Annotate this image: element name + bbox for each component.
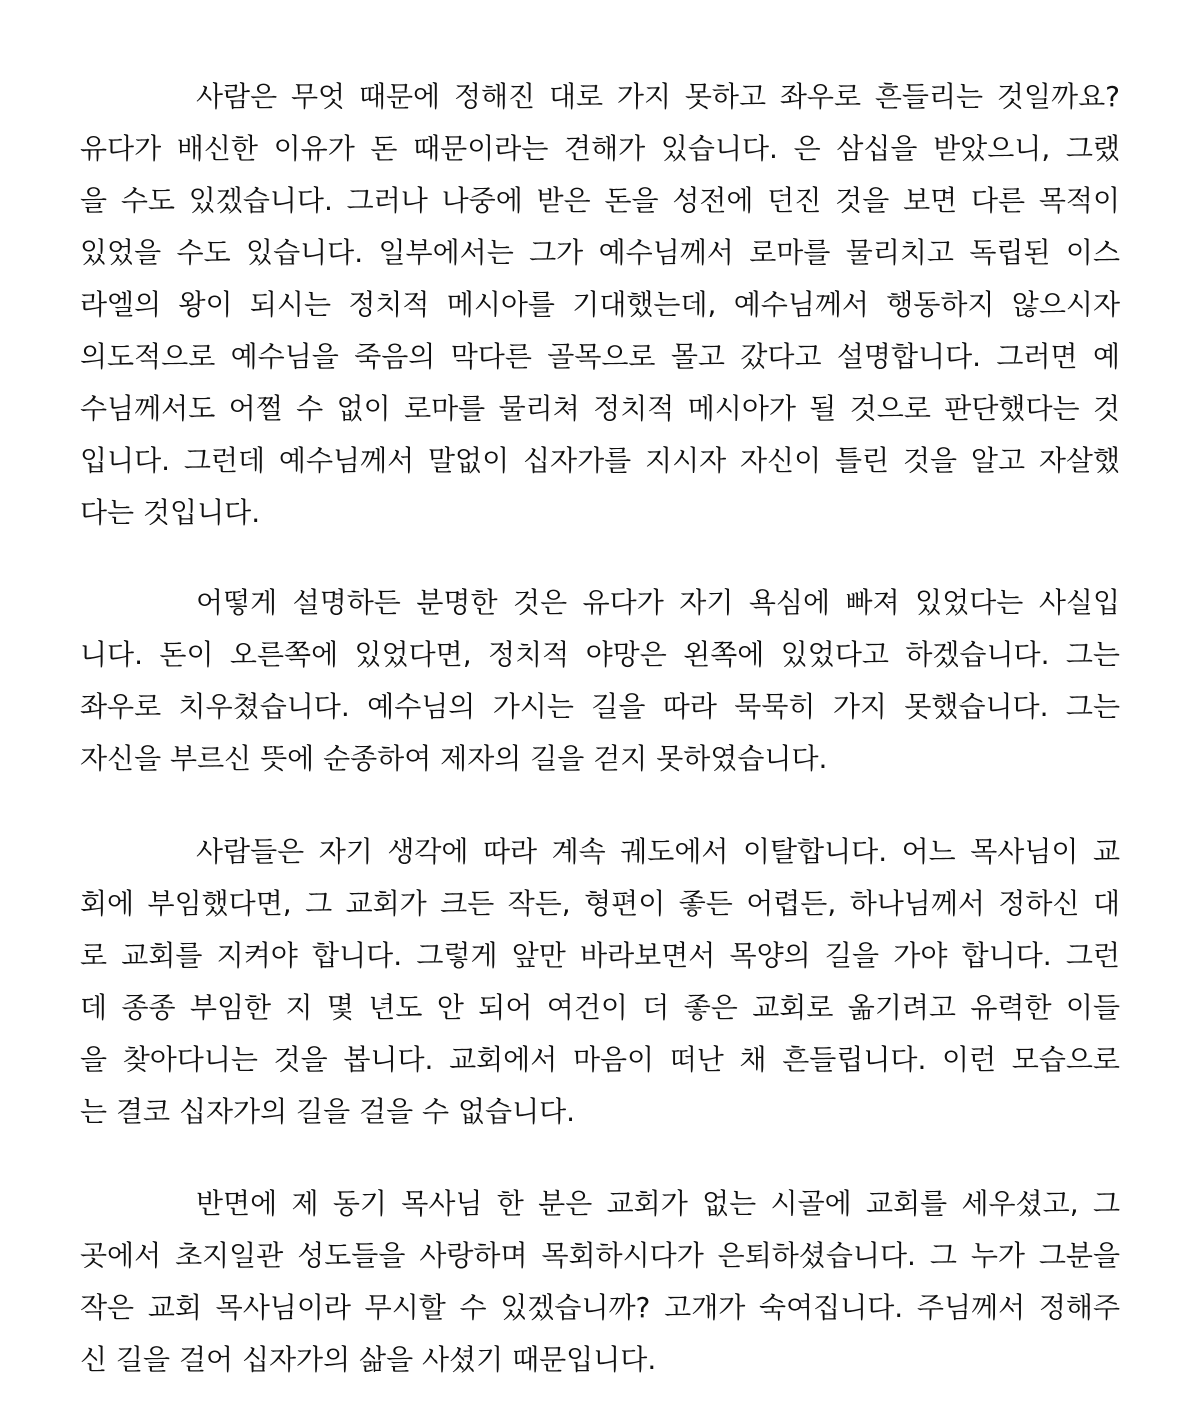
text-line: 작은 교회 목사님이라 무시할 수 있겠습니까? 고개가 숙여집니다. 주님께서 정해주 [80, 1291, 1120, 1324]
text-line: 어떻게 설명하든 분명한 것은 유다가 자기 욕심에 빠져 있었다는 사실입 [196, 586, 1120, 619]
text-line: 로 교회를 지켜야 합니다. 그렇게 앞만 바라보면서 목양의 길을 가야 합니다. 그런 [80, 939, 1120, 972]
text-line: 을 수도 있겠습니다. 그러나 나중에 받은 돈을 성전에 던진 것을 보면 다른 목적이 [80, 184, 1120, 217]
paragraph-1 [80, 71, 1120, 539]
text-line: 신 길을 걸어 십자가의 삶을 사셨기 때문입니다. [80, 1343, 657, 1376]
text-line: 사람은 무엇 때문에 정해진 대로 가지 못하고 좌우로 흔들리는 것일까요? [196, 80, 1120, 113]
text-line: 니다. 돈이 오른쪽에 있었다면, 정치적 야망은 왼쪽에 있었다고 하겠습니다. 그는 [80, 638, 1120, 671]
paragraph-3 [80, 826, 1120, 1138]
text-line: 사람들은 자기 생각에 따라 계속 궤도에서 이탈합니다. 어느 목사님이 교 [196, 835, 1120, 868]
text-line: 을 찾아다니는 것을 봅니다. 교회에서 마음이 떠난 채 흔들립니다. 이런 모습으로 [80, 1043, 1120, 1076]
text-line: 반면에 제 동기 목사님 한 분은 교회가 없는 시골에 교회를 세우셨고, 그 [196, 1187, 1120, 1220]
text-line: 자신을 부르신 뜻에 순종하여 제자의 길을 걷지 못하였습니다. [80, 742, 828, 775]
text-line: 회에 부임했다면, 그 교회가 크든 작든, 형편이 좋든 어렵든, 하나님께서 정하신 대 [80, 887, 1120, 920]
paragraph-4 [80, 1178, 1120, 1386]
text-line: 데 종종 부임한 지 몇 년도 안 되어 여건이 더 좋은 교회로 옮기려고 유력한 이들 [80, 991, 1120, 1024]
text-line: 유다가 배신한 이유가 돈 때문이라는 견해가 있습니다. 은 삼십을 받았으니, 그랬 [80, 132, 1120, 165]
text-line: 라엘의 왕이 되시는 정치적 메시아를 기대했는데, 예수님께서 행동하지 않으시자 [80, 288, 1120, 321]
text-line: 는 결코 십자가의 길을 걸을 수 없습니다. [80, 1095, 576, 1128]
paragraph-2 [80, 577, 1120, 785]
text-line: 좌우로 치우쳤습니다. 예수님의 가시는 길을 따라 묵묵히 가지 못했습니다. 그는 [80, 690, 1120, 723]
text-line: 의도적으로 예수님을 죽음의 막다른 골목으로 몰고 갔다고 설명합니다. 그러면 예 [80, 340, 1120, 373]
text-line: 다는 것입니다. [80, 496, 261, 529]
text-line: 곳에서 초지일관 성도들을 사랑하며 목회하시다가 은퇴하셨습니다. 그 누가 그분을 [80, 1239, 1120, 1272]
text-line: 수님께서도 어쩔 수 없이 로마를 물리쳐 정치적 메시아가 될 것으로 판단했다는 것 [80, 392, 1120, 425]
text-line: 입니다. 그런데 예수님께서 말없이 십자가를 지시자 자신이 틀린 것을 알고 자살했 [80, 444, 1120, 477]
text-line: 있었을 수도 있습니다. 일부에서는 그가 예수님께서 로마를 물리치고 독립된 이스 [80, 236, 1120, 269]
